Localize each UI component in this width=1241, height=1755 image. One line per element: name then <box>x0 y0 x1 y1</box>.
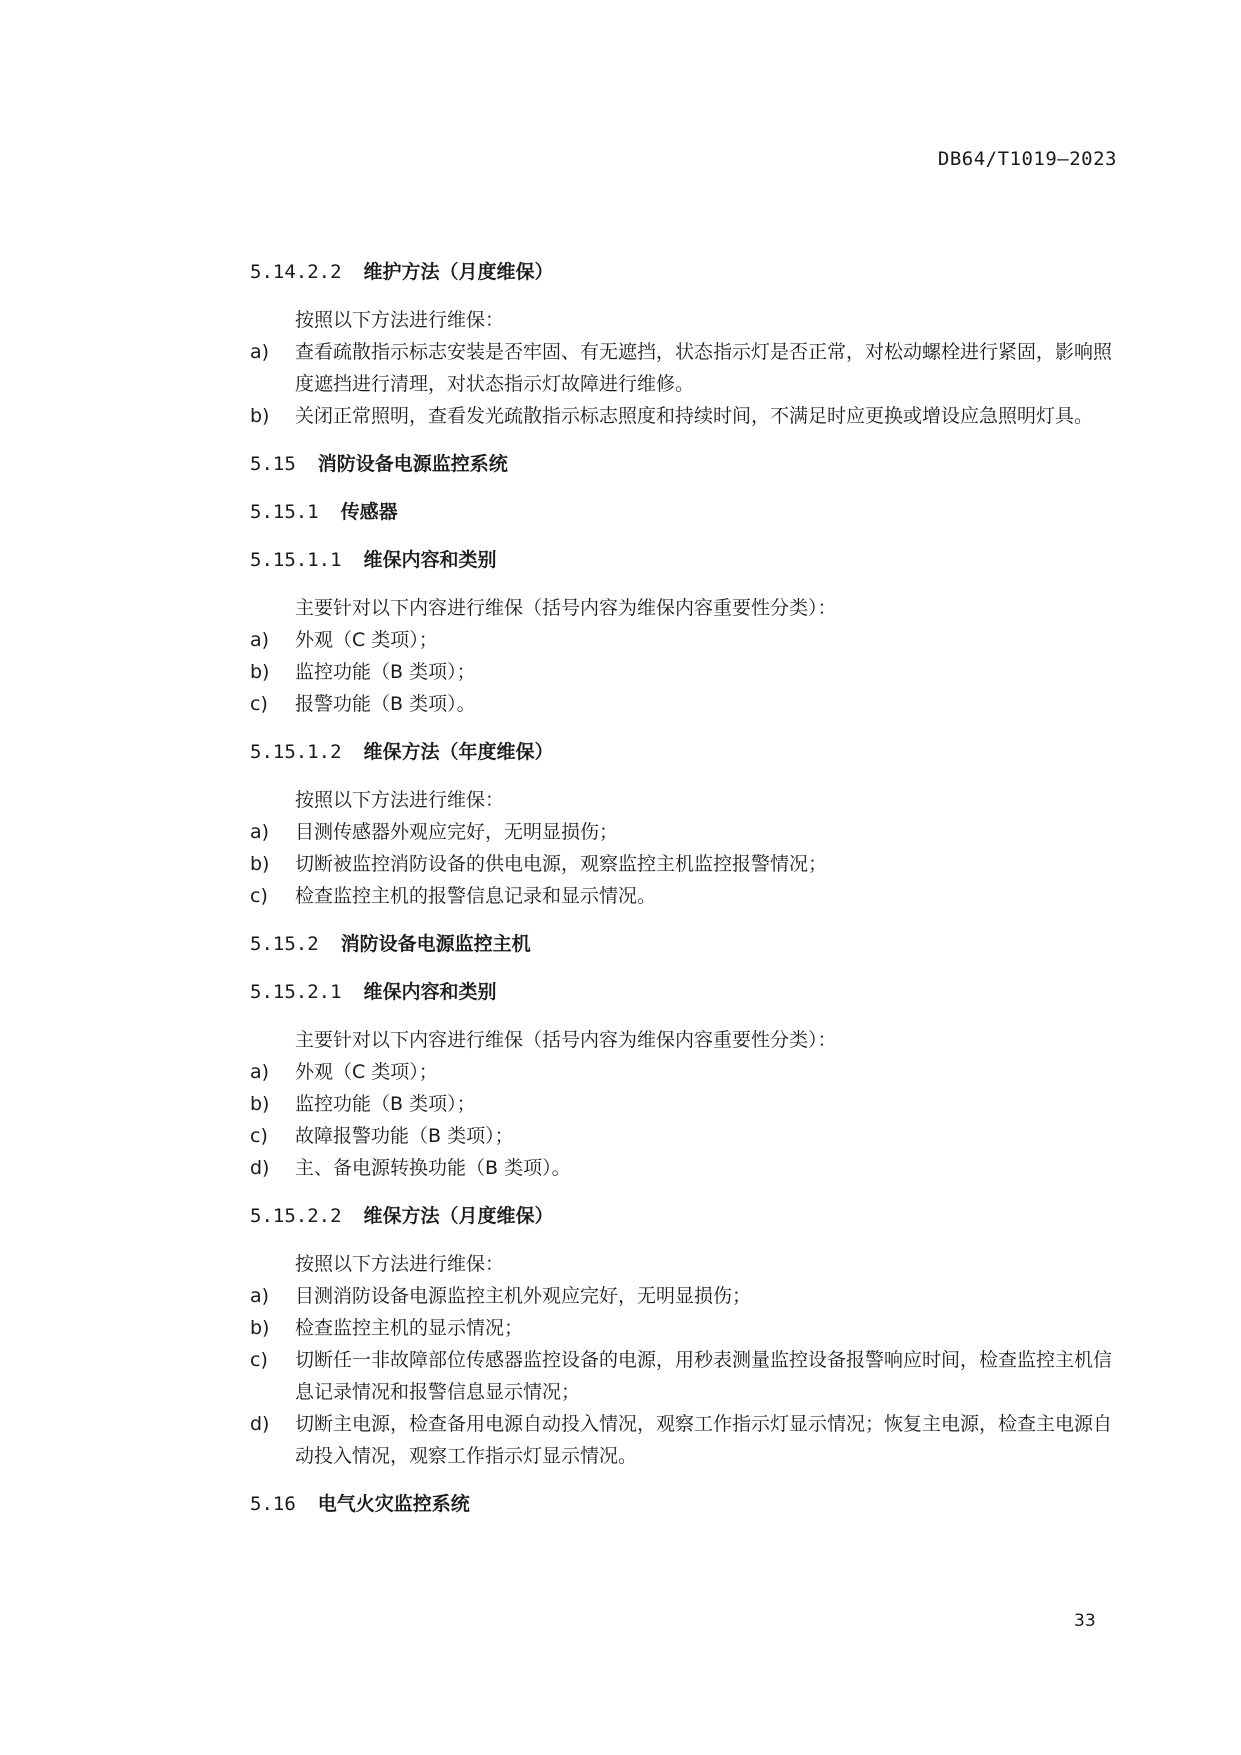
list-text: 监控功能（B 类项）； <box>295 661 476 683</box>
section-number: 5.15.1 <box>250 501 319 523</box>
section-title: 维保内容和类别 <box>363 549 497 571</box>
intro-text: 主要针对以下内容进行维保（括号内容为维保内容重要性分类）： <box>295 1029 837 1051</box>
list-marker: c) <box>250 1125 268 1147</box>
section-number: 5.15.2 <box>250 933 319 955</box>
section-title: 维保内容和类别 <box>363 981 497 1003</box>
list-item <box>250 1152 1128 1184</box>
intro-text: 按照以下方法进行维保： <box>295 789 505 811</box>
list-marker: b) <box>250 1317 270 1339</box>
list-text: 切断任一非故障部位传感器监控设备的电源，用秒表测量监控设备报警响应时间，检查监控主机信息记录情况和报警信息显示情况； <box>295 1349 1113 1403</box>
section-heading <box>250 544 1128 576</box>
list-text: 检查监控主机的显示情况； <box>295 1317 524 1339</box>
section-heading <box>250 256 1128 288</box>
list-text: 切断主电源，检查备用电源自动投入情况，观察工作指示灯显示情况；恢复主电源，检查主电源自动投入情况，观察工作指示灯显示情况。 <box>295 1413 1113 1467</box>
list-item <box>250 1280 1128 1312</box>
list-item <box>250 880 1128 912</box>
list-text: 外观（C 类项）； <box>295 1061 438 1083</box>
list-marker: a) <box>250 341 270 363</box>
section-heading <box>250 1200 1128 1232</box>
list-text: 检查监控主机的报警信息记录和显示情况。 <box>295 885 657 907</box>
list-text: 切断被监控消防设备的供电电源，观察监控主机监控报警情况； <box>295 853 828 875</box>
section-title: 维护方法（月度维保） <box>363 261 554 283</box>
section-number: 5.14.2.2 <box>250 261 342 283</box>
list-item <box>250 1120 1128 1152</box>
list-marker: b) <box>250 405 270 427</box>
section-number: 5.15 <box>250 453 296 475</box>
intro-text: 按照以下方法进行维保： <box>295 309 505 331</box>
section-heading <box>250 928 1128 960</box>
section-number: 5.15.1.2 <box>250 741 342 763</box>
list-marker: b) <box>250 1093 270 1115</box>
list-marker: d) <box>250 1157 270 1179</box>
list-item <box>250 1408 1128 1472</box>
section-number: 5.16 <box>250 1493 296 1515</box>
section-title: 维保方法（月度维保） <box>363 1205 554 1227</box>
section-number: 5.15.2.2 <box>250 1205 342 1227</box>
section-heading <box>250 976 1128 1008</box>
list-text: 关闭正常照明，查看发光疏散指示标志照度和持续时间，不满足时应更换或增设应急照明灯具。 <box>295 405 1094 427</box>
list-item <box>250 1056 1128 1088</box>
list-marker: b) <box>250 853 270 875</box>
list-text: 监控功能（B 类项）； <box>295 1093 476 1115</box>
section-number: 5.15.1.1 <box>250 549 342 571</box>
list-text: 报警功能（B 类项）。 <box>295 693 476 715</box>
list-text: 目测消防设备电源监控主机外观应完好，无明显损伤； <box>295 1285 752 1307</box>
list-marker: a) <box>250 1061 270 1083</box>
list-text: 故障报警功能（B 类项）； <box>295 1125 514 1147</box>
list-text: 目测传感器外观应完好，无明显损伤； <box>295 821 619 843</box>
list-item <box>250 848 1128 880</box>
list-marker: a) <box>250 821 270 843</box>
section-title: 电气火灾监控系统 <box>317 1493 470 1515</box>
list-marker: d) <box>250 1413 270 1435</box>
list-item <box>250 624 1128 656</box>
section-title: 消防设备电源监控主机 <box>340 933 531 955</box>
list-item <box>250 336 1128 400</box>
list-item <box>250 1312 1128 1344</box>
list-item <box>250 656 1128 688</box>
list-item <box>250 1344 1128 1408</box>
section-number: 5.15.2.1 <box>250 981 342 1003</box>
page-number: 33 <box>1074 1611 1096 1631</box>
list-text: 外观（C 类项）； <box>295 629 438 651</box>
list-marker: b) <box>250 661 270 683</box>
section-heading <box>250 736 1128 768</box>
section-heading <box>250 1488 1128 1520</box>
document-body <box>250 256 1128 1536</box>
list-text: 主、备电源转换功能（B 类项）。 <box>295 1157 571 1179</box>
list-marker: a) <box>250 1285 270 1307</box>
section-heading <box>250 448 1128 480</box>
section-title: 维保方法（年度维保） <box>363 741 554 763</box>
list-marker: c) <box>250 693 268 715</box>
list-marker: c) <box>250 885 268 907</box>
list-text: 查看疏散指示标志安装是否牢固、有无遮挡，状态指示灯是否正常，对松动螺栓进行紧固，影响照度遮挡进行清理，对状态指示灯故障进行维修。 <box>295 341 1113 395</box>
intro-text: 主要针对以下内容进行维保（括号内容为维保内容重要性分类）： <box>295 597 837 619</box>
list-marker: c) <box>250 1349 268 1371</box>
document-code: DB64/T1019—2023 <box>937 148 1117 170</box>
list-item <box>250 1088 1128 1120</box>
list-item <box>250 816 1128 848</box>
list-item <box>250 400 1128 432</box>
list-marker: a) <box>250 629 270 651</box>
section-title: 传感器 <box>340 501 398 523</box>
list-item <box>250 688 1128 720</box>
section-title: 消防设备电源监控系统 <box>317 453 508 475</box>
section-heading <box>250 496 1128 528</box>
intro-text: 按照以下方法进行维保： <box>295 1253 505 1275</box>
